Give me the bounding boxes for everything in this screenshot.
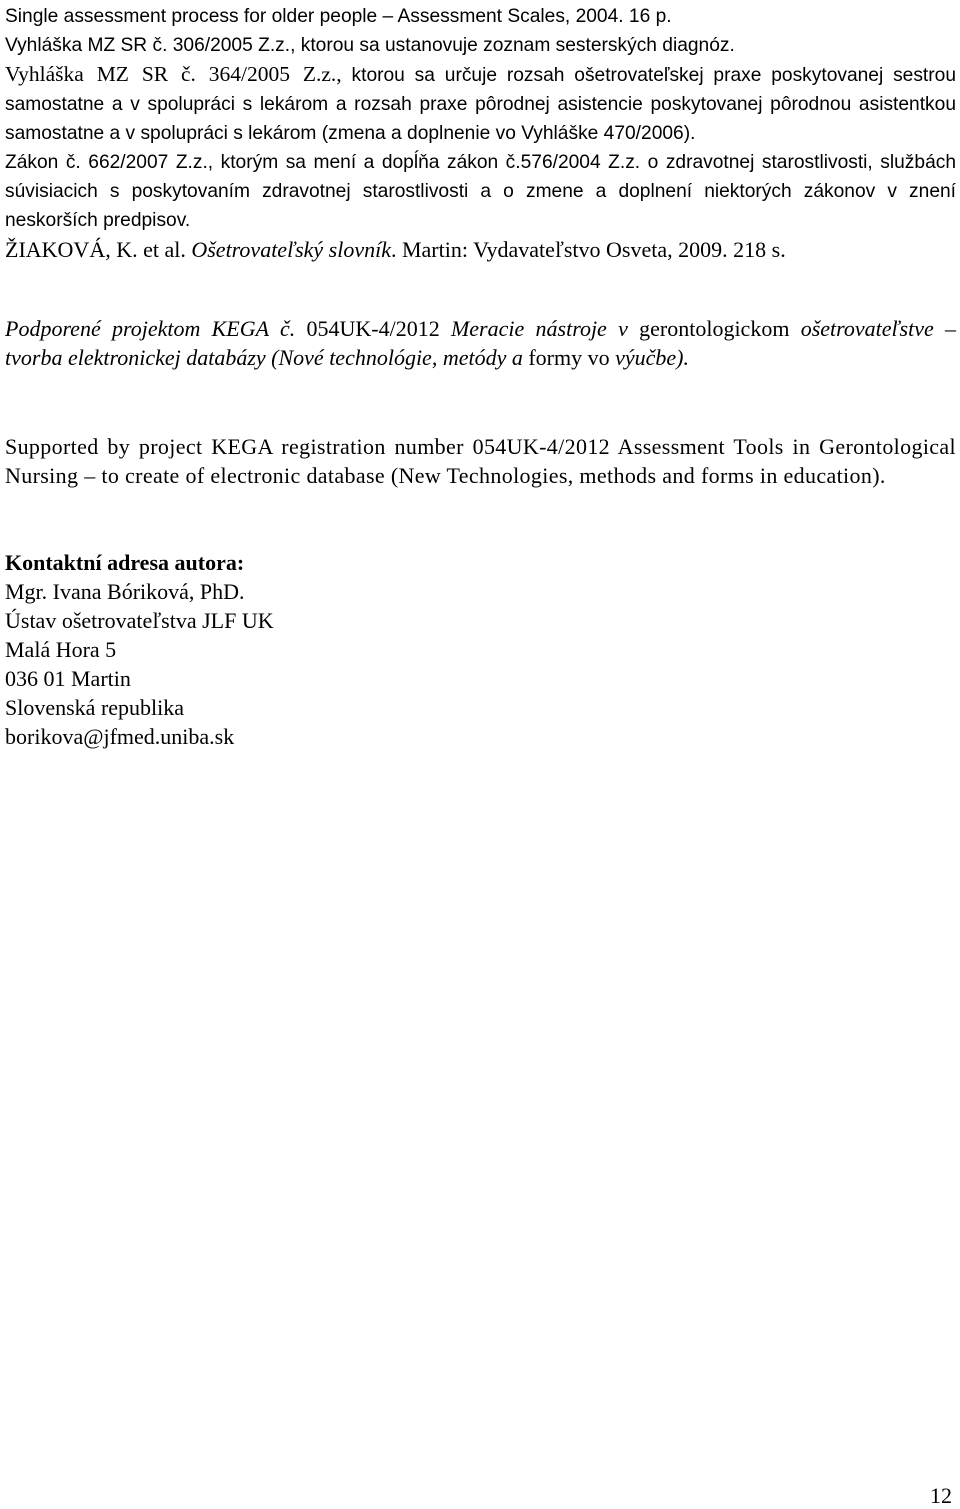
author-contact	[5, 548, 956, 751]
reference-item-2: Vyhláška MZ SR č. 306/2005 Z.z., ktorou sa ustanovuje zoznam sesterských diagnóz.	[5, 35, 735, 56]
ack-sk-part-4: gerontologickom	[639, 316, 801, 341]
ack-sk-part-3: Meracie nástroje v	[450, 316, 640, 341]
reference-item-5-author: ŽIAKOVÁ, K. et al.	[5, 237, 192, 262]
acknowledgement-english: Supported by project KEGA registration number 054UK-4/2012 Assessment Tools in Gerontological Nursing – to create of electronic database (New Technologies, methods and forms in education).	[5, 434, 956, 488]
author-city: 036 01 Martin	[5, 666, 131, 691]
ack-sk-part-1: Podporené projektom KEGA č.	[5, 316, 307, 341]
reference-list	[5, 2, 956, 264]
author-street: Malá Hora 5	[5, 637, 117, 662]
author-name: Mgr. Ivana Bóriková, PhD.	[5, 579, 245, 604]
reference-item-4-lead: Zákon č. 662/2007 Z.z., ktorým sa mení a dopĺňa zákon č.576/2004 Z.z.	[5, 152, 641, 173]
author-institution: Ústav ošetrovateľstva JLF UK	[5, 608, 274, 633]
reference-item-5-rest: . Martin: Vydavateľstvo Osveta, 2009. 218 s.	[390, 237, 786, 262]
reference-item-4-body: o zdravotnej starostlivosti, službách súvisiacich s poskytovaním zdravotnej starostlivosti a o zmene a doplnení niektorých zákonov v znení neskorších predpisov.	[5, 152, 957, 231]
page-number: 12	[930, 1483, 952, 1508]
reference-item-1: Single assessment process for older people – Assessment Scales, 2004. 16 p.	[5, 6, 672, 27]
reference-item-5	[5, 235, 956, 264]
ack-sk-part-6: formy vo	[528, 345, 616, 370]
ack-sk-part-2: 054UK-4/2012	[306, 316, 451, 341]
ack-sk-part-7: výučbe).	[615, 345, 690, 370]
ack-sk-part-5: ošetrovateľstve – tvorba elektronickej databázy (Nové technológie, metódy a	[5, 316, 957, 370]
acknowledgement-slovak	[5, 314, 956, 372]
reference-item-3-lead: Vyhláška MZ SR č. 364/2005 Z.z.,	[5, 62, 342, 86]
author-country: Slovenská republika	[5, 695, 185, 720]
reference-item-4	[5, 148, 956, 235]
contact-heading: Kontaktní adresa autora:	[5, 550, 245, 575]
reference-item-3	[5, 60, 956, 148]
reference-item-5-title: Ošetrovateľský slovník	[191, 237, 391, 262]
author-email: borikova@jfmed.uniba.sk	[5, 724, 235, 749]
reference-item-3-body: ktorou sa určuje rozsah ošetrovateľskej praxe poskytovanej sestrou samostatne a v spolupráci s lekárom a rozsah praxe pôrodnej asistencie poskytovanej pôrodnou asistentkou samostatne a v spolupráci s lekárom (zmena a doplnenie vo Vyhláške 470/2006).	[5, 65, 956, 144]
